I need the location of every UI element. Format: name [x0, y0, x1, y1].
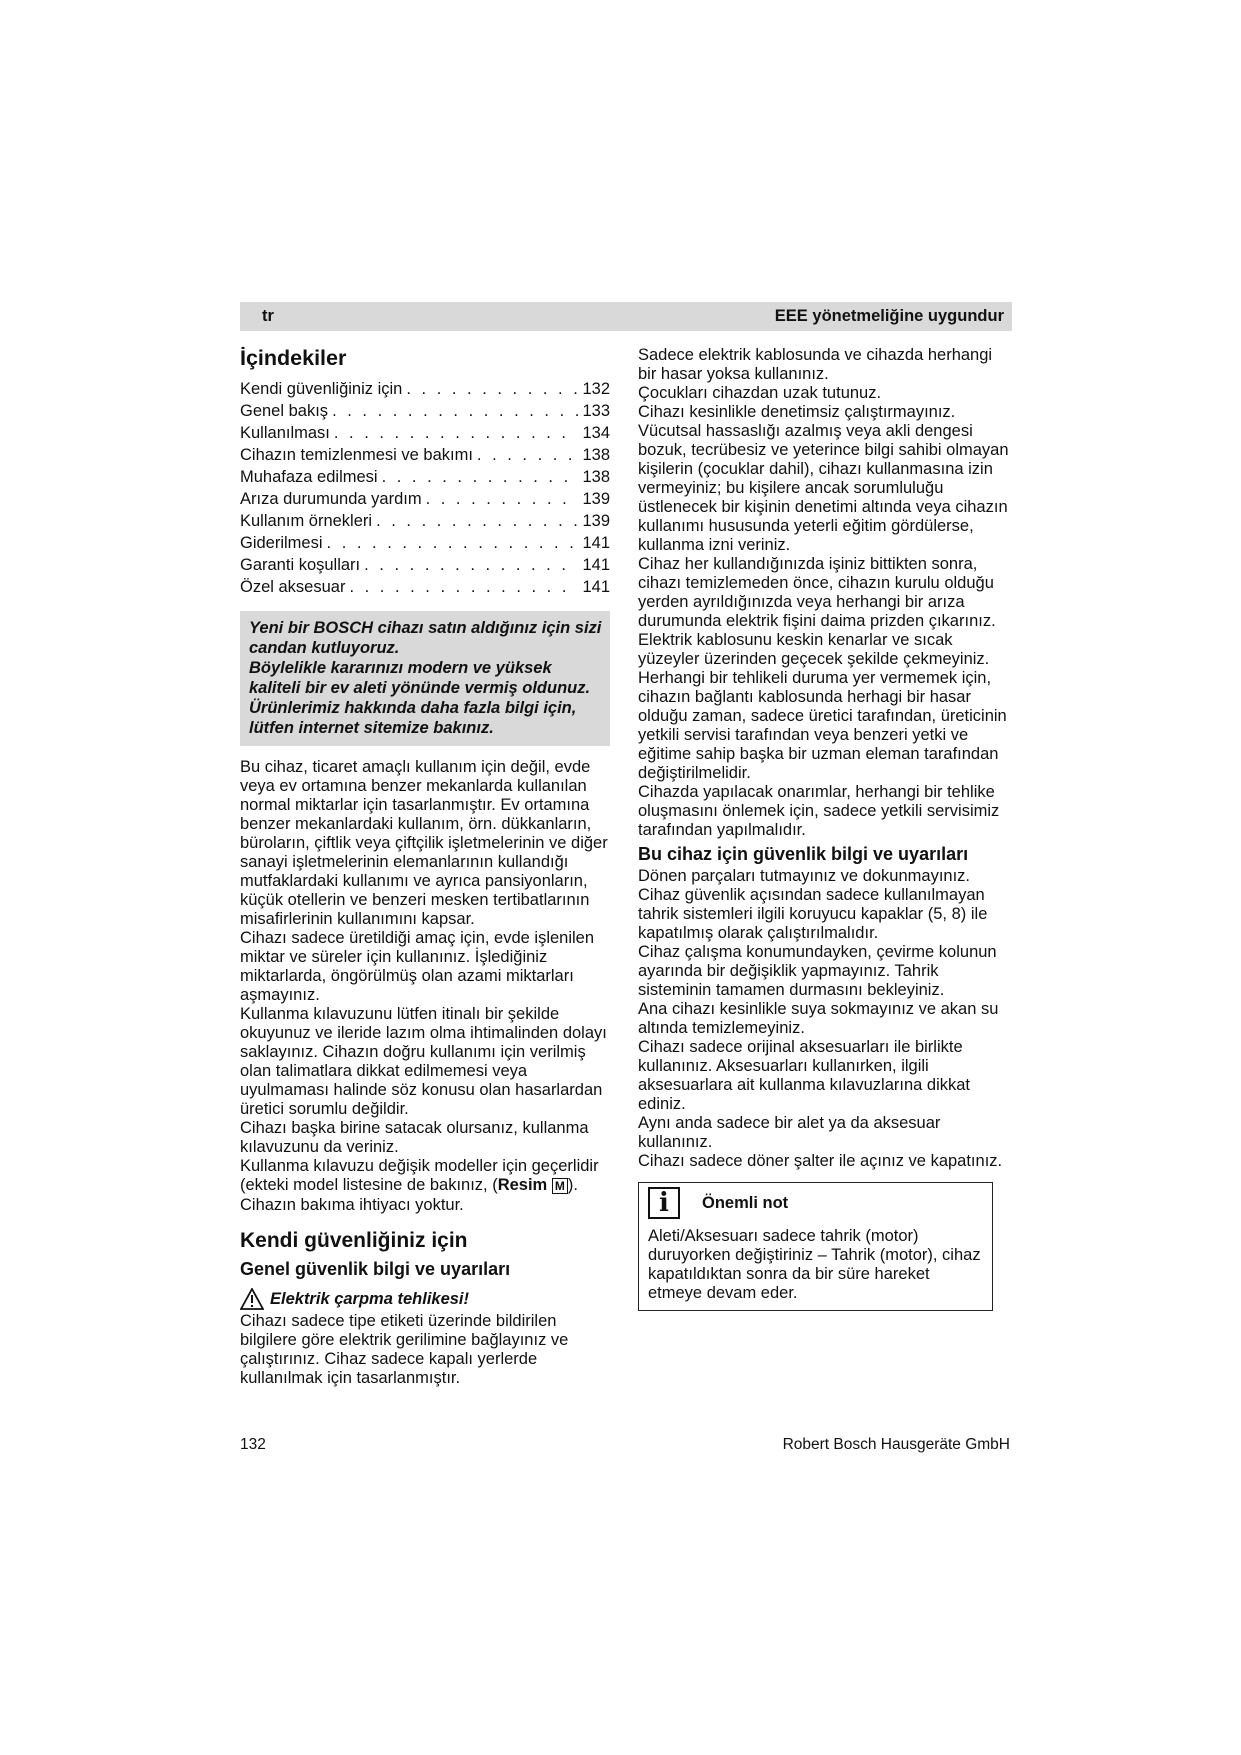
toc-item[interactable]: Giderilmesi . . . 141 — [240, 531, 610, 553]
body-paragraph: Aynı anda sadece bir alet ya da aksesuar kullanınız. — [638, 1114, 941, 1151]
intro-line: Böylelikle kararınızı modern ve yüksek kaliteli bir ev aleti yönünde vermiş oldunuz. — [249, 659, 591, 697]
toc-item[interactable]: Kullanım örnekleri . . . 139 — [240, 509, 610, 531]
body-paragraph: Cihazı başka birine satacak olursanız, kullanma kılavuzunu da veriniz. — [240, 1119, 589, 1156]
warning-text: Cihazı sadece tipe etiketi üzerinde bildirilen bilgilere göre elektrik gerilimine bağlayınız ve çalıştırınız. Cihaz sadece kapalı yerlerde kullanılmak için tasarlanmıştır. — [240, 1312, 569, 1387]
body-paragraph: Dönen parçaları tutmayınız ve dokunmayınız. — [638, 867, 970, 885]
toc-item[interactable]: Kullanılması . . . 134 — [240, 421, 610, 443]
info-icon: i — [648, 1187, 680, 1219]
note-text: Aleti/Aksesuarı sadece tahrik (motor) duruyorken değiştiriniz – Tahrik (motor), cihaz kapatıldıktan sonra da bir süre hareket etmeye devam eder. — [648, 1227, 981, 1302]
warning-title: Elektrik çarpma tehlikesi! — [270, 1289, 470, 1308]
toc-title: İçindekiler — [240, 346, 347, 370]
toc-item[interactable]: Kendi güvenliğiniz için . . . 132 — [240, 377, 610, 399]
body-paragraph: Elektrik kablosunu keskin kenarlar ve sıcak yüzeyler üzerinden geçecek şekilde çekmeyiniz. Herhangi bir tehlikeli duruma yer vermemek için, cihazın bağlantı kablosunda herhagi bir hasar olduğu zaman, sadece üretici tarafından, üreticinin yetkili servisi tarafından veya benzeri yetki ve eğitime sahip başka bir uzman eleman tarafından değiştirilmelidir. — [638, 631, 1007, 782]
figure-ref: Resim — [497, 1176, 548, 1194]
intro-line: Ürünlerimiz hakkında daha fazla bilgi için, lütfen internet sitemize bakınız. — [249, 699, 577, 737]
important-note-box — [638, 1182, 993, 1311]
safety-subtitle: Genel güvenlik bilgi ve uyarıları — [240, 1259, 511, 1279]
models-paragraph: Kullanma kılavuzu değişik modeller için geçerlidir (ekteki model listesine de bakınız, (Resim M ). Cihazın bakıma ihtiyacı yoktur. — [240, 1157, 599, 1214]
toc-item[interactable]: Özel aksesuar . . . 141 — [240, 575, 610, 597]
safety-title: Kendi güvenliğiniz için — [240, 1229, 468, 1252]
device-safety-title: Bu cihaz için güvenlik bilgi ve uyarıları — [638, 844, 969, 864]
toc-item[interactable]: Cihazın temizlenmesi ve bakımı . . . 138 — [240, 443, 610, 465]
table-of-contents — [240, 377, 610, 597]
header-title: EEE yönetmeliğine uygundur — [774, 307, 1004, 325]
left-column — [240, 346, 610, 1388]
body-paragraph: Cihazı sadece döner şalter ile açınız ve kapatınız. — [638, 1152, 1003, 1170]
toc-item[interactable]: Muhafaza edilmesi . . . 138 — [240, 465, 610, 487]
body-paragraph: Kullanma kılavuzunu lütfen itinalı bir şekilde okuyunuz ve ileride lazım olma ihtimalinden dolayı saklayınız. Cihazın doğru kullanımı için verilmiş olan talimatlara dikkat edilmemesi veya uyulmaması halinde söz konusu olan hasarlardan üretici sorumlu değildir. — [240, 1005, 607, 1118]
warning-triangle-icon — [240, 1288, 264, 1310]
warning-heading — [240, 1288, 610, 1310]
body-paragraph: Cihaz her kullandığınızda işiniz bittikten sonra, cihazı temizlemeden önce, cihazın kurulu olduğu yerden ayrıldığınızda veya herhangi bir arıza durumunda elektrik fişini daima prizden çıkarınız. — [638, 555, 996, 630]
footer-company: Robert Bosch Hausgeräte GmbH — [782, 1436, 1010, 1453]
toc-item[interactable]: Arıza durumunda yardım . . . 139 — [240, 487, 610, 509]
toc-item[interactable]: Genel bakış . . . 133 — [240, 399, 610, 421]
page-number: 132 — [240, 1436, 266, 1453]
note-title: Önemli not — [702, 1193, 789, 1212]
body-paragraph: Cihaz güvenlik açısından sadece kullanılmayan tahrik sistemleri ilgili koruyucu kapaklar (5, 8) ile kapatılmış olarak çalıştırılmalıdır. — [638, 886, 988, 942]
body-paragraph: Bu cihaz, ticaret amaçlı kullanım için değil, evde veya ev ortamına benzer mekanlarda kullanılan normal miktarlar için tasarlanmıştır. Ev ortamına benzer mekanlardaki kullanım, örn. dükkanların, büroların, çiftlik veya çiftçilik işletmelerinin ve diğer sanayi işletmelerinin elemanlarının kullandığı mutfaklardaki kullanımı ve ayrıca pansiyonların, küçük otellerin ve benzeri mesken tertibatlarının misafirlerinin kullanımını kapsar. — [240, 758, 608, 928]
intro-line: Yeni bir BOSCH cihazı satın aldığınız için sizi candan kutluyoruz. — [249, 619, 602, 657]
body-paragraph: Sadece elektrik kablosunda ve cihazda herhangi bir hasar yoksa kullanınız. — [638, 346, 993, 383]
toc-item[interactable]: Garanti koşulları . . . 141 — [240, 553, 610, 575]
note-header — [648, 1187, 984, 1219]
figure-m-icon: M — [552, 1178, 568, 1194]
body-paragraph: Vücutsal hassaslığı azalmış veya akli dengesi bozuk, tecrübesiz ve yeterince bilgi sahibi olmayan kişilerin (çocuklar dahil), cihazı kullanmasına izin vermeyiniz; bu kişilere ancak sorumluluğu üstlenecek bir kişinin denetimi altında veya cihazın kullanımı hususunda yeterli eğitim gördülerse, kullanma izni veriniz. — [638, 422, 1009, 554]
language-code: tr — [262, 307, 274, 325]
body-paragraph: Cihazı kesinlikle denetimsiz çalıştırmayınız. — [638, 403, 956, 421]
intro-box — [240, 611, 610, 746]
body-paragraph: Ana cihazı kesinlikle suya sokmayınız ve akan su altında temizlemeyiniz. — [638, 1000, 999, 1037]
right-column — [638, 346, 1012, 1311]
body-paragraph: Çocukları cihazdan uzak tutunuz. — [638, 384, 882, 402]
body-paragraph: Cihazı sadece üretildiği amaç için, evde işlenilen miktar ve süreler için kullanınız. İşlediğiniz miktarlarda, öngörülmüş olan azami miktarları aşmayınız. — [240, 929, 595, 1004]
body-paragraph: Cihazı sadece orijinal aksesuarları ile birlikte kullanınız. Aksesuarları kullanırken, ilgili aksesuarlara ait kullanma kılavuzlarına dikkat ediniz. — [638, 1038, 970, 1113]
header-bar — [240, 302, 1012, 331]
body-paragraph: Cihaz çalışma konumundayken, çevirme kolunun ayarında bir değişiklik yapmayınız. Tahrik sisteminin tamamen durmasını bekleyiniz. — [638, 943, 997, 999]
body-paragraph: Cihazda yapılacak onarımlar, herhangi bir tehlike oluşmasını önlemek için, sadece yetkili servisimiz tarafından yapılmalıdır. — [638, 783, 1000, 839]
